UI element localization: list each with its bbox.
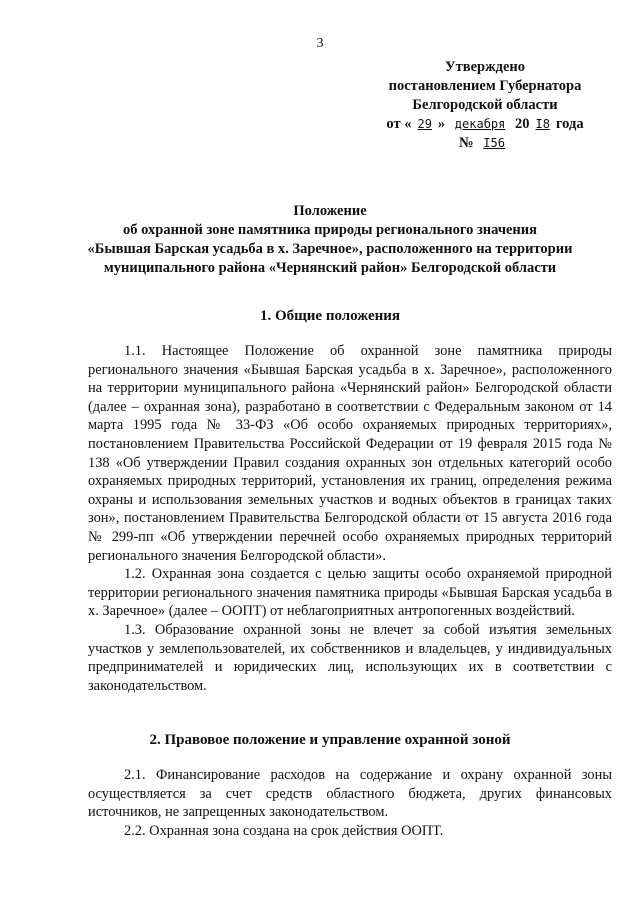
decree-number: I56 (483, 136, 505, 150)
title-line-1: Положение (293, 203, 367, 219)
paragraph-1-3: 1.3. Образование охранной зоны не влечет за собой изъятия земельных участков у землепользователей, их собственников и владельцев, у индивидуальных предпринимателей и юридических лиц, использующих их в соответствии с законодательством. (88, 621, 612, 694)
page-number: 3 (316, 36, 324, 51)
document-title (60, 202, 600, 278)
section-1-heading: 1. Общие положения (259, 308, 401, 324)
approval-date (360, 115, 610, 134)
paragraph-2-2: 2.2. Охранная зона создана на срок действия ООПТ. (124, 822, 444, 839)
year-suffix: года (555, 116, 584, 132)
paragraph-2-1: 2.1. Финансирование расходов на содержание и охрану охранной зоны осуществляется за счет средств областного бюджета, других финансовых источников, не запрещенных законодательством. (88, 767, 612, 821)
section-2-heading: 2. Правовое положение и управление охранной зоной (149, 732, 511, 748)
paragraph-1-1: 1.1. Настоящее Положение об охранной зоне памятника природы регионального значения «Бывшая Барская усадьба в х. Заречное», расположенного на территории муниципального района «Чернянский район» Белгородской области (далее – охранная зона), разработано в соответствии с Федеральным законом от 14 марта 1995 года № 33-ФЗ «Об особо охраняемых природных территориях», постановлением Правительства Российской Федерации от 19 февраля 2015 года № 138 «Об утверждении Правил создания охранных зон отдельных категорий особо охраняемых природных территорий, установления их границ, определения режима охраны и использования земельных участков и водных объектов в границах таких зон», постановлением Правительства Белгородской области от 15 августа 2016 года № 299-пп «Об утверждении перечней особо охраняемых природных территорий регионального значения Белгородской области». (88, 343, 612, 564)
date-month: декабря (454, 117, 506, 131)
number-prefix: № (459, 135, 474, 151)
approval-line-2: постановлением Губернатора (388, 78, 582, 94)
paragraph-1-2: 1.2. Охранная зона создается с целью защиты особо охраняемой природной территории регионального значения памятника природы «Бывшая Барская усадьба в х. Заречное» (далее – ООПТ) от неблагоприятных антропогенных воздействий. (88, 566, 612, 620)
title-line-2: об охранной зоне памятника природы регионального значения (123, 222, 537, 238)
approval-number (360, 134, 610, 153)
title-line-3: «Бывшая Барская усадьба в х. Заречное», расположенного на территории (87, 241, 573, 257)
approval-line-3: Белгородской области (412, 97, 558, 113)
date-day: 29 (417, 117, 432, 131)
section-1-body (88, 342, 612, 695)
date-mid: » (437, 116, 446, 132)
title-line-4: муниципального района «Чернянский район» Белгородской области (103, 260, 557, 276)
date-prefix: от « (386, 116, 412, 132)
section-2-body (88, 766, 612, 840)
date-year: I8 (535, 117, 550, 131)
year-prefix: 20 (515, 116, 530, 132)
approval-stamp (360, 58, 610, 153)
approval-line-1: Утверждено (445, 59, 525, 75)
